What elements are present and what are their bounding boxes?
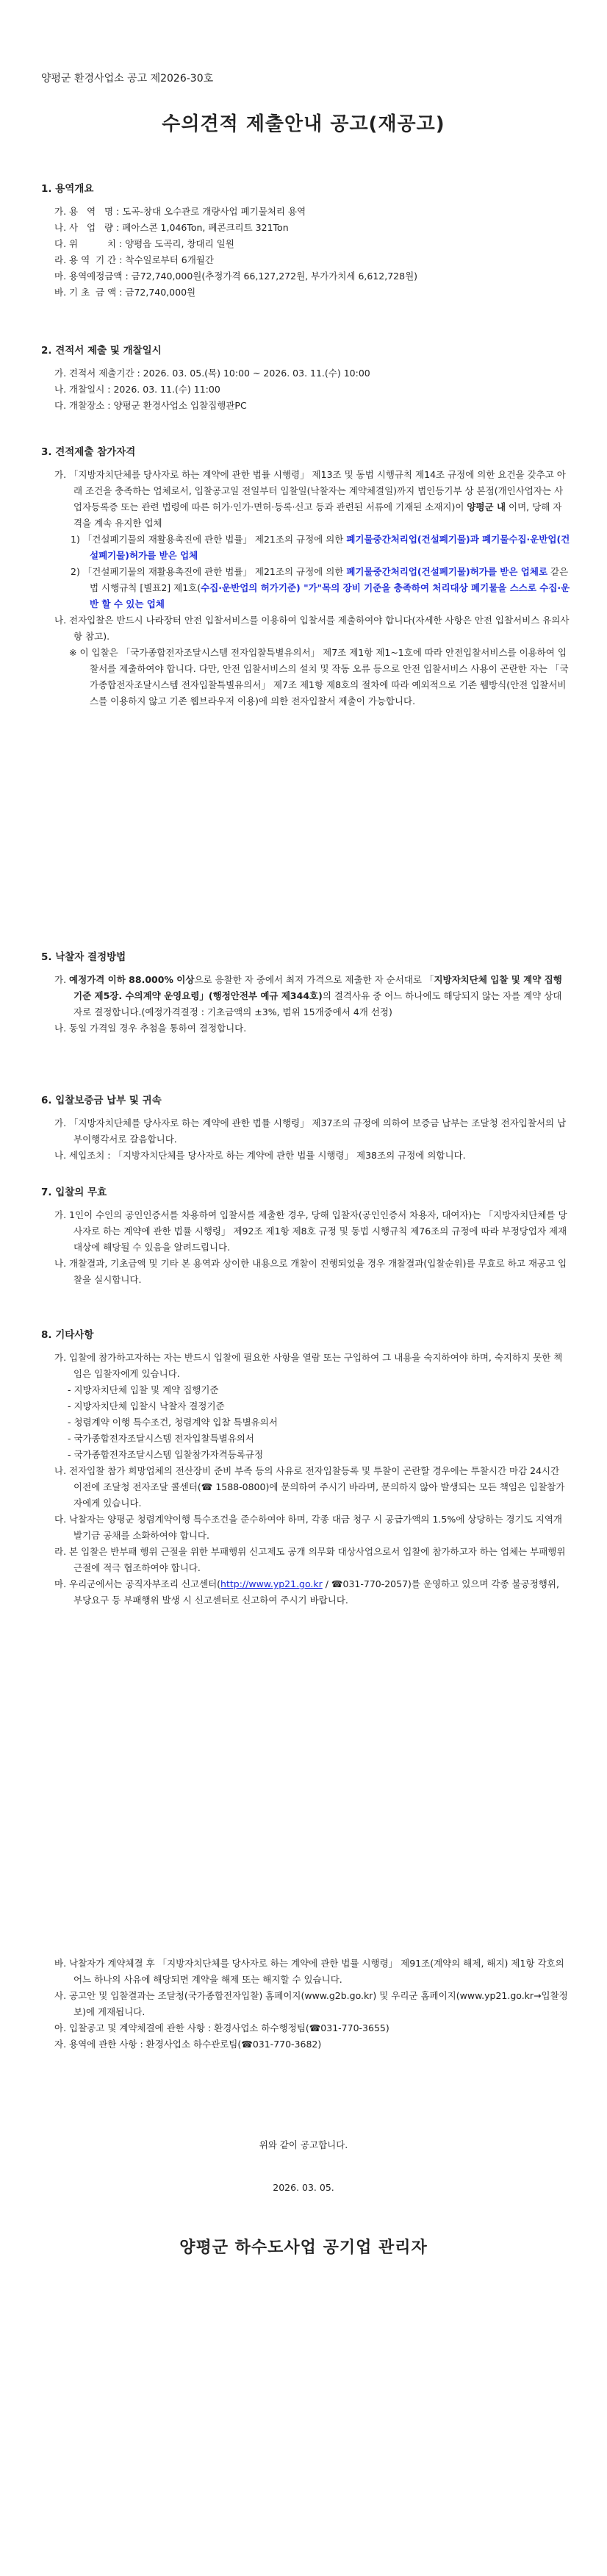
issuing-organization: 양평군 하수도사업 공기업 관리자: [179, 2239, 428, 2257]
misc-ja: 자. 용역에 관한 사항 : 환경사업소 하수관로팀(☎031-770-3682): [54, 2039, 322, 2050]
overview-row: 가. 용 역 명 : 도곡-창대 오수관로 개량사업 폐기물처리 용역: [54, 206, 306, 217]
section-deposit: [41, 1092, 570, 1164]
qualification-na: 나. 전자입찰은 반드시 나라장터 안전 입찰서비스를 이용하여 입찰서를 제출하여야 합니다(자세한 사항은 안전 입찰서비스 유의사항 참고).: [54, 615, 570, 642]
section-heading: 3. 견적제출 참가자격: [41, 446, 136, 458]
misc-dash: - 지방자치단체 입찰시 낙찰자 결정기준: [68, 1400, 225, 1412]
deposit-ga: 가. 「지방자치단체를 당사자로 하는 계약에 관한 법률 시행령」 제37조의 규정에 의하여 보증금 납부는 조달청 전자입찰서의 납부이행각서로 갈음합니다.: [54, 1117, 567, 1145]
section-heading: 8. 기타사항: [41, 1329, 94, 1341]
section-overview: [41, 180, 570, 301]
section-heading: 7. 입찰의 무효: [41, 1187, 107, 1198]
section-award: [41, 948, 570, 1037]
award-na: 나. 동일 가격일 경우 추첨을 통하여 결정합니다.: [54, 1023, 247, 1034]
qualification-p1: 1) 「건설폐기물의 재활용촉진에 관한 법률」 제21조의 규정에 의한 폐기물중간처리업(건설폐기물)과 폐기물수집·운반업(건설폐기물)허가를 받은 업체: [71, 534, 570, 561]
misc-dash: - 청렴계약 이행 특수조건, 청렴계약 입찰 특별유의서: [68, 1417, 278, 1428]
qualification-ga: 가. 「지방자치단체를 당사자로 하는 계약에 관한 법률 시행령」 제13조 및 동법 시행규칙 제14조 규정에 의한 요건을 갖추고 아래 조건을 충족하는 업체로서, 입찰공고일 전일부터 입찰일(낙찰자는 계약체결일)까지 법인등기부 상 본점(개인사업자는 사업자등록증 또는 관련 법령에 따른 허가·인가·면허·등록·신고 등과 관련된 서류에 기재된 소재지)이 양평군 내 이며, 당해 자격을 계속 유지한 업체: [54, 469, 566, 529]
award-ga: 가. 예정가격 이하 88.000% 이상으로 응찰한 자 중에서 최저 가격으로 제출한 자 순서대로 「지방자치단체 입찰 및 계약 집행기준 제5장. 수의계약 운영요령」(행정안전부 예규 제344호)의 결격사유 중 어느 하나에도 해당되지 않는 자를 계약 상대자로 결정합니다.(예정가격결정 : 기초금액의 ±3%, 범위 15개중에서 4개 선정): [54, 974, 562, 1017]
misc-dash: - 지방자치단체 입찰 및 계약 집행기준: [68, 1384, 219, 1395]
section-misc: [41, 1326, 570, 1609]
misc-dash: - 국가종합전자조달시스템 전자입찰특별유의서: [68, 1433, 254, 1444]
section-qualification: [41, 443, 570, 709]
overview-row: 마. 용역예정금액 : 금72,740,000원(추정가격 66,127,272원, 부가가치세 6,612,728원): [54, 271, 418, 282]
overview-row: 나. 사 업 량 : 폐아스콘 1,046Ton, 폐콘크리트 321Ton: [54, 222, 289, 233]
report-center-link[interactable]: http://www.yp21.go.kr: [220, 1578, 323, 1589]
schedule-item: 가. 견적서 제출기간 : 2026. 03. 05.(목) 10:00 ~ 2026. 03. 11.(수) 10:00: [54, 368, 370, 379]
notice-number: 양평군 환경사업소 공고 제2026-30호: [41, 73, 214, 85]
misc-ma: 마. 우리군에서는 공직자부조리 신고센터(http://www.yp21.go.kr / ☎031-770-2057)를 운영하고 있으며 각종 불공정행위, 부당요구 등 부패행위 발생 시 신고센터로 신고하여 주시기 바랍니다.: [54, 1578, 559, 1606]
closing-text: 위와 같이 공고합니다.: [259, 2139, 348, 2150]
schedule-item: 다. 개찰장소 : 양평군 환경사업소 입찰집행관PC: [54, 400, 247, 411]
qualification-note: ※ 이 입찰은 「국가종합전자조달시스템 전자입찰특별유의서」 제7조 제1항 제1~1호에 따라 안전입찰서비스를 이용하여 입찰서를 제출하여야 합니다. 다만, 안전 입찰서비스의 설치 및 작동 오류 등으로 안전 입찰서비스 사용이 곤란한 자는 「국가종합전자조달시스템 전자입찰특별유의서」 제7조 제1항 제8호의 절차에 따라 예외적으로 기존 웹방식(안전 입찰서비스를 이용하지 않고 기존 웹브라우저 이용)에 의한 전자입찰서 제출이 가능합니다.: [69, 647, 569, 706]
misc-na: 나. 전자입찰 참가 희망업체의 전산장비 준비 부족 등의 사유로 전자입찰등록 및 투찰이 곤란할 경우에는 투찰시간 마감 24시간 이전에 조달청 전자조달 콜센터(☎ 1588-0800)에 문의하여 주시기 바라며, 문의하지 않아 발생되는 모든 책임은 입찰참가자에게 있습니다.: [54, 1465, 565, 1509]
overview-row: 다. 위 치 : 양평읍 도곡리, 창대리 일원: [54, 238, 234, 249]
misc-dash: - 국가종합전자조달시스템 입찰참가자격등록규정: [68, 1449, 264, 1460]
section-misc-continued: [41, 1956, 570, 2053]
invalid-na: 나. 개찰결과, 기초금액 및 기타 본 용역과 상이한 내용으로 개찰이 진행되었을 경우 개찰결과(입찰순위)를 무효로 하고 재공고 입찰을 실시합니다.: [54, 1258, 567, 1285]
misc-ra: 라. 본 입찰은 반부패 행위 근절을 위한 부패행위 신고제도 공개 의무화 대상사업으로서 입찰에 참가하고자 하는 업체는 부패행위 근절에 적극 협조하여야 합니다.: [54, 1546, 566, 1573]
section-invalid: [41, 1184, 570, 1288]
schedule-item: 나. 개찰일시 : 2026. 03. 11.(수) 11:00: [54, 384, 220, 395]
invalid-ga: 가. 1인이 수인의 공인인증서를 차용하여 입찰서를 제출한 경우, 당해 입찰자(공인인증서 차용자, 대여자)는 「지방자치단체를 당사자로 하는 계약에 관한 법률 시행령」 제92조 제1항 제8호 규정 및 동법 시행규칙 제76조의 규정에 따라 부정당업자 제재대상에 해당될 수 있음을 알려드립니다.: [54, 1209, 567, 1253]
misc-a: 아. 입찰공고 및 계약체결에 관한 사항 : 환경사업소 하수행정팀(☎031-770-3655): [54, 2022, 389, 2033]
misc-ga: 가. 입찰에 참가하고자하는 자는 반드시 입찰에 필요한 사항을 열람 또는 구입하여 그 내용을 숙지하여야 하며, 숙지하지 못한 책임은 입찰자에게 있습니다.: [54, 1352, 563, 1379]
overview-row: 바. 기 초 금 액 : 금72,740,000원: [54, 287, 196, 298]
overview-row: 라. 용 역 기 간 : 착수일로부터 6개월간: [54, 254, 214, 265]
misc-da: 다. 낙찰자는 양평군 청렴계약이행 특수조건을 준수하여야 하며, 각종 대금 청구 시 공급가액의 1.5%에 상당하는 경기도 지역개발기금 공채를 소화하여야 합니다.: [54, 1514, 562, 1541]
deposit-na: 나. 세입조치 : 「지방자치단체를 당사자로 하는 계약에 관한 법률 시행령」 제38조의 규정에 의합니다.: [54, 1150, 466, 1161]
section-heading: 2. 견적서 제출 및 개찰일시: [41, 345, 162, 357]
section-heading: 5. 낙찰자 결정방법: [41, 951, 126, 963]
section-heading: 6. 입찰보증금 납부 및 귀속: [41, 1095, 162, 1106]
page-title: 수의견적 제출안내 공고(재공고): [162, 113, 445, 135]
misc-sa: 사. 공고안 및 입찰결과는 조달청(국가종합전자입찰) 홈페이지(www.g2b.go.kr) 및 우리군 홈페이지(www.yp21.go.kr→입찰정보)에 게재됩니다.: [54, 1990, 568, 2017]
closing-date: 2026. 03. 05.: [273, 2182, 334, 2193]
misc-ba: 바. 낙찰자가 계약체결 후 「지방자치단체를 당사자로 하는 계약에 관한 법률 시행령」 제91조(계약의 해제, 해지) 제1항 각호의 어느 하나의 사유에 해당되면 계약을 해제 또는 해지할 수 있습니다.: [54, 1958, 564, 1985]
section-heading: 1. 용역개요: [41, 183, 94, 195]
qualification-p2: 2) 「건설폐기물의 재활용촉진에 관한 법률」 제21조의 규정에 의한 폐기물중간처리업(건설폐기물)허가를 받은 업체로 같은 법 시행규칙 [별표2] 제1호(수집·운반업의 허가기준) "가"목의 장비 기준을 충족하여 처리대상 폐기물을 스스로 수집·운반 할 수 있는 업체: [71, 566, 570, 609]
section-schedule: [41, 342, 570, 414]
